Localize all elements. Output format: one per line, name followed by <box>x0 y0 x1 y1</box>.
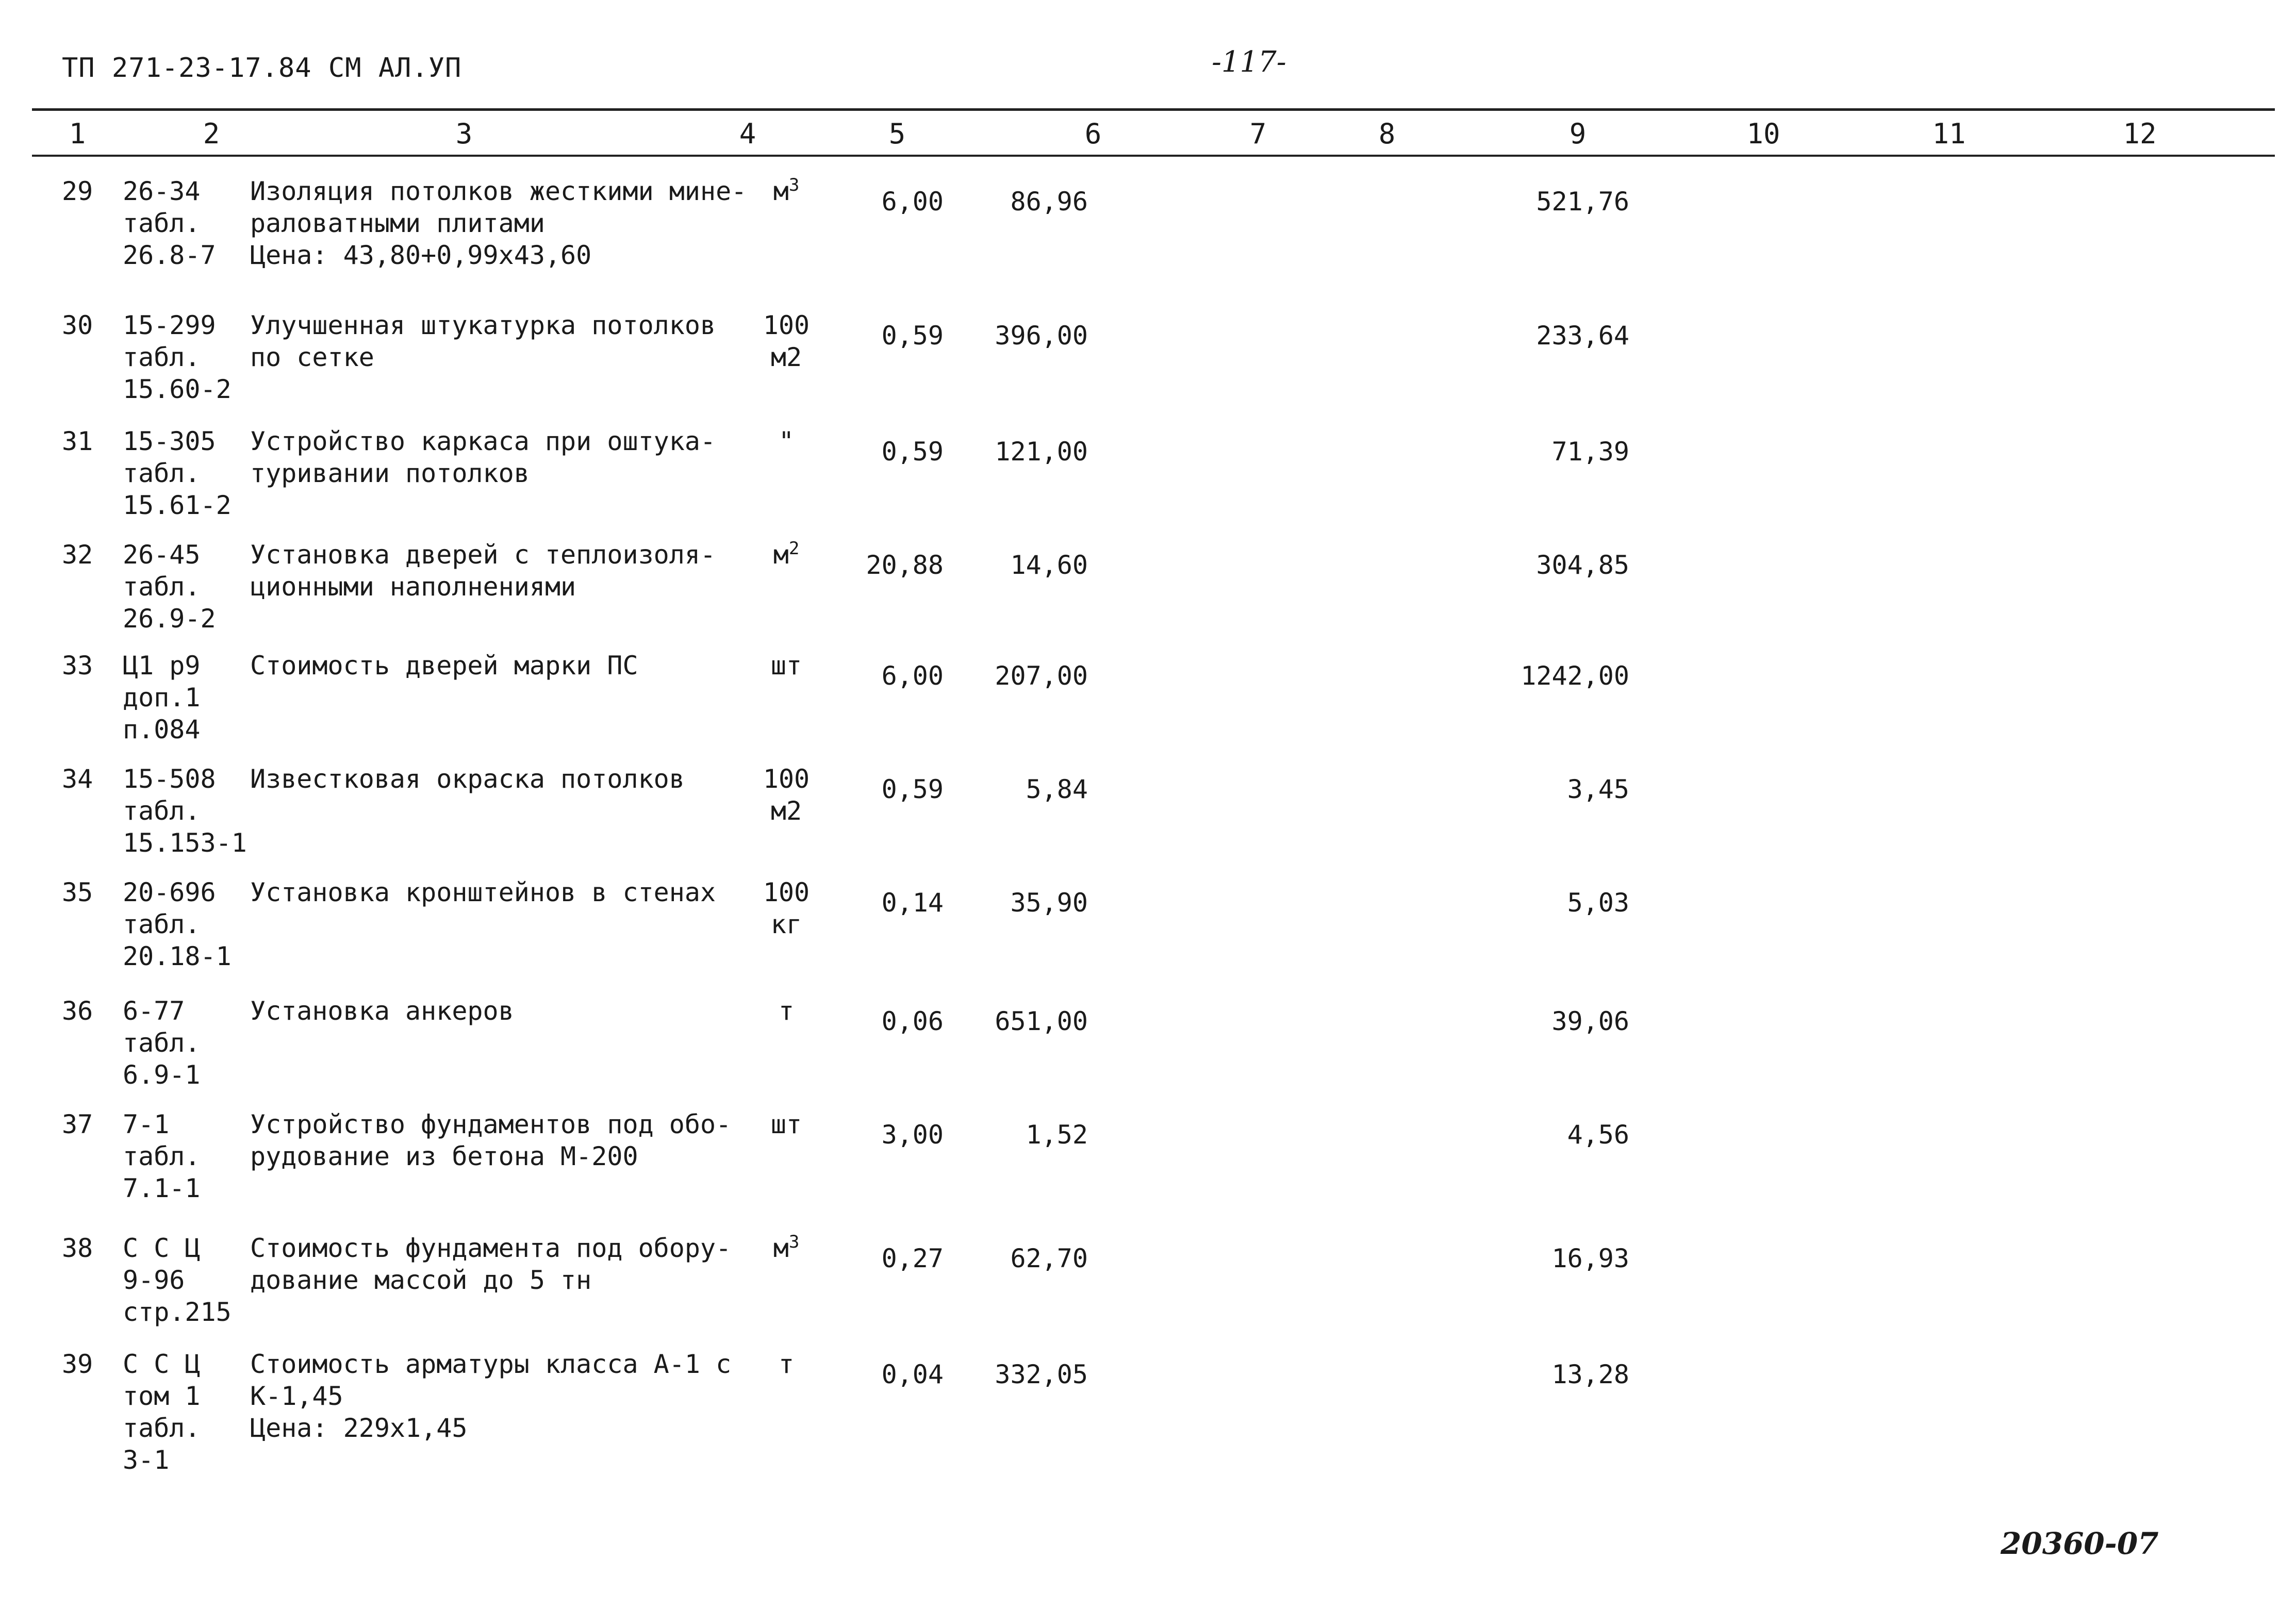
unit-of-measure: т <box>778 1349 795 1379</box>
column-number-1: 1 <box>69 118 86 150</box>
column-number-5: 5 <box>888 118 906 150</box>
total-cost: 233,64 <box>1536 321 1629 351</box>
norm-code: 6-77 табл. 6.9-1 <box>123 996 201 1090</box>
unit-of-measure: 100 м2 <box>763 764 810 826</box>
total-cost: 16,93 <box>1551 1244 1629 1273</box>
unit-exponent: 2 <box>788 538 800 559</box>
unit-of-measure: " <box>778 426 795 456</box>
quantity: 0,14 <box>881 888 944 918</box>
column-number-6: 6 <box>1084 118 1102 150</box>
document-code: ТП 271-23-17.84 СМ АЛ.УП <box>62 53 462 84</box>
quantity: 6,00 <box>881 661 944 691</box>
norm-code: 7-1 табл. 7.1-1 <box>123 1109 201 1203</box>
archive-stamp: 20360-07 <box>2001 1526 2159 1561</box>
column-number-3: 3 <box>455 118 473 150</box>
quantity: 0,27 <box>881 1244 944 1273</box>
page-number: -117- <box>1212 45 1286 79</box>
total-cost: 1242,00 <box>1521 661 1629 691</box>
total-cost: 71,39 <box>1551 437 1629 467</box>
unit-of-measure: 100 кг <box>763 877 810 939</box>
unit-price: 62,70 <box>1010 1244 1088 1273</box>
unit-price: 14,60 <box>1010 550 1088 580</box>
unit-price: 651,00 <box>995 1006 1088 1036</box>
unit-of-measure: $м^2$ <box>773 538 800 570</box>
quantity: 0,06 <box>881 1006 944 1036</box>
work-description: Установка дверей с теплоизоля- ционными наполнениями <box>250 540 716 602</box>
total-cost: 4,56 <box>1567 1120 1629 1150</box>
unit-of-measure: $м^3$ <box>773 175 800 206</box>
column-number-10: 10 <box>1746 118 1780 150</box>
norm-code: 26-34 табл. 26.8-7 <box>123 176 216 270</box>
row-number: 33 <box>62 651 93 681</box>
total-cost: 5,03 <box>1567 888 1629 918</box>
work-description: Известковая окраска потолков <box>250 764 685 794</box>
work-description: Стоимость фундамента под обору- дование массой до 5 тн <box>250 1233 732 1295</box>
unit-price: 1,52 <box>1026 1120 1088 1150</box>
quantity: 6,00 <box>881 187 944 217</box>
total-cost: 13,28 <box>1551 1360 1629 1389</box>
work-description: Стоимость дверей марки ПС <box>250 651 638 681</box>
work-description: Стоимость арматуры класса А-1 с К-1,45 Цена: 229х1,45 <box>250 1349 732 1443</box>
total-cost: 39,06 <box>1551 1006 1629 1036</box>
work-description: Установка кронштейнов в стенах <box>250 877 716 907</box>
quantity: 0,59 <box>881 437 944 467</box>
unit-price: 86,96 <box>1010 187 1088 217</box>
total-cost: 304,85 <box>1536 550 1629 580</box>
row-number: 31 <box>62 426 93 456</box>
unit-price: 396,00 <box>995 321 1088 351</box>
row-number: 38 <box>62 1233 93 1263</box>
total-cost: 521,76 <box>1536 187 1629 217</box>
row-number: 36 <box>62 996 93 1026</box>
unit-of-measure: 100 м2 <box>763 310 810 372</box>
quantity: 20,88 <box>866 550 944 580</box>
norm-code: 15-305 табл. 15.61-2 <box>123 426 232 520</box>
unit-of-measure: шт <box>770 1109 802 1139</box>
norm-code: 15-508 табл. 15.153-1 <box>123 764 247 858</box>
unit-exponent: 3 <box>788 175 800 195</box>
norm-code: С С Ц том 1 табл. 3-1 <box>123 1349 201 1475</box>
unit-of-measure: шт <box>770 651 802 681</box>
table-header-rule <box>32 155 2275 157</box>
column-number-4: 4 <box>739 118 756 150</box>
unit-price: 121,00 <box>995 437 1088 467</box>
column-number-11: 11 <box>1932 118 1966 150</box>
norm-code: 20-696 табл. 20.18-1 <box>123 877 232 971</box>
unit-of-measure: т <box>778 996 795 1026</box>
work-description: Улучшенная штукатурка потолков по сетке <box>250 310 716 372</box>
unit-price: 35,90 <box>1010 888 1088 918</box>
work-description: Установка анкеров <box>250 996 514 1026</box>
unit-price: 332,05 <box>995 1360 1088 1389</box>
quantity: 0,59 <box>881 774 944 804</box>
row-number: 29 <box>62 176 93 206</box>
table-top-rule <box>32 108 2275 111</box>
norm-code: Ц1 р9 доп.1 п.084 <box>123 651 201 744</box>
quantity: 0,59 <box>881 321 944 351</box>
work-description: Изоляция потолков жесткими мине- раловатными плитами Цена: 43,80+0,99х43,60 <box>250 176 747 270</box>
quantity: 3,00 <box>881 1120 944 1150</box>
row-number: 35 <box>62 877 93 907</box>
norm-code: 15-299 табл. 15.60-2 <box>123 310 232 404</box>
column-number-7: 7 <box>1249 118 1267 150</box>
total-cost: 3,45 <box>1567 774 1629 804</box>
row-number: 39 <box>62 1349 93 1379</box>
unit-of-measure: $м^3$ <box>773 1232 800 1263</box>
work-description: Устройство каркаса при оштука- туривании потолков <box>250 426 716 488</box>
unit-price: 5,84 <box>1026 774 1088 804</box>
row-number: 37 <box>62 1109 93 1139</box>
quantity: 0,04 <box>881 1360 944 1389</box>
row-number: 34 <box>62 764 93 794</box>
column-number-12: 12 <box>2123 118 2157 150</box>
column-number-9: 9 <box>1569 118 1587 150</box>
row-number: 32 <box>62 540 93 570</box>
column-number-2: 2 <box>203 118 220 150</box>
norm-code: С С Ц 9-96 стр.215 <box>123 1233 232 1327</box>
work-description: Устройство фундаментов под обо- рудование из бетона М-200 <box>250 1109 732 1171</box>
unit-price: 207,00 <box>995 661 1088 691</box>
column-number-8: 8 <box>1378 118 1396 150</box>
norm-code: 26-45 табл. 26.9-2 <box>123 540 216 634</box>
unit-exponent: 3 <box>788 1232 800 1252</box>
row-number: 30 <box>62 310 93 340</box>
